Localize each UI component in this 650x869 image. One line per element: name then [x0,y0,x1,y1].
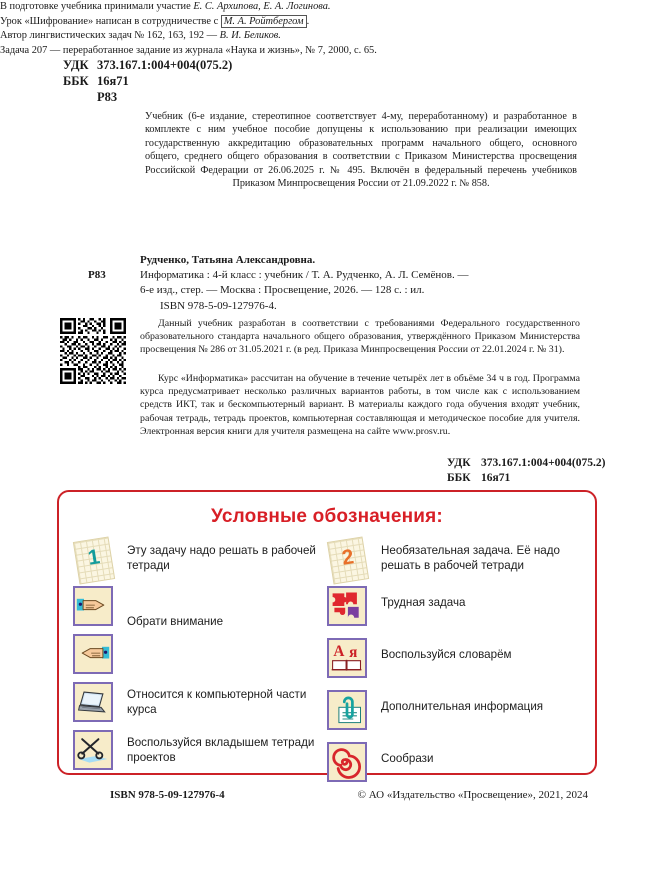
legend-item-workbook-required [73,538,327,580]
footer-isbn: ISBN 978-5-09-127976-4 [110,789,225,801]
credit-participants-names: Е. С. Архипова, Е. А. Логинова. [193,1,331,12]
credit-linguistics-name: В. И. Беликов. [219,30,281,42]
legend-left-column [73,538,327,790]
notebook-number-1: 1 [86,545,102,570]
legend-item-think [327,742,581,784]
bibliographic-record [88,253,583,314]
bbk-repeat-label: ББК [447,471,471,484]
credit-line-task207: Задача 207 — переработанное задание из журнала «Наука и жизнь», № 7, 2000, с. 65. [0,44,377,56]
attention-icon-stack [73,586,127,682]
bib-sign: Р83 [88,269,106,282]
qr-code[interactable] [60,318,126,384]
legend-label-computer-part: Относится к компьютерной части курса [127,688,307,717]
legend-label-attention: Обрати внимание [127,615,224,628]
spiral-icon [327,742,369,784]
approval-paragraph: Учебник (6-е издание, стереотипное соответствует 4-му, переработанному) и разработанное в комплекте с ним учебное пособие допущены к использованию при реализации имеющих государственную аккредитацию образовательных программ начального общего, основного общего, среднего общего образования в соответствии с Приказом Министерства просвещения Российской Федерации от 26.06.2025 г. № 495. Включён в федеральный перечень учебников Приказом Минпросвещения России от 21.09.2022 г. № 858. [145,111,577,190]
udk-label: УДК [63,58,89,72]
udk-repeat-label: УДК [447,457,471,469]
legend-item-computer-part [73,682,327,724]
credit-boxed-name: М. А. Ройтбергом [221,15,307,28]
legend-label-hard-task: Трудная задача [381,596,466,609]
udk-value: 373.167.1:004+004(075.2) [97,58,233,72]
legend-title: Условные обозначения: [211,506,443,527]
svg-text:я: я [349,644,358,662]
credit-participants-prefix: В подготовке учебника принимали участие [0,1,194,12]
dictionary-icon [327,638,369,680]
legend-label-project-insert: Воспользуйся вкладышем тетради проектов [127,736,315,765]
legend-item-hard-task [327,586,581,628]
pointing-hand-right-icon [73,586,115,628]
course-paragraph-text: Курс «Информатика» рассчитан на обучение в течение четырёх лет в объёме 34 ч в год. Программа курса предусматривает несколько различных вариантов работы, в том числе как с использованием средств ИКТ, так и бескомпьютерный вариант. В материалы каждого года обучения входят учебник, рабочая тетрадь, тетрадь проектов, компьютерная составляющая и методическое пособие для учителя. Электронная версия книги для учителя размещена на сайте www.prosv.ru. [140,373,580,437]
legend-label-workbook-required: Эту задачу надо решать в рабочей тетради [127,544,316,573]
standard-paragraph-text: Данный учебник разработан в соответствии с требованиями Федерального государственного образовательного стандарта начального общего образования, утверждённого Приказом Министерства просвещения № 286 от 31.05.2021 г. (в ред. Приказа Минпросвещения России от 22.01.2024 г. № 31). [140,318,580,356]
legend-item-attention [73,586,327,682]
bib-author: Рудченко, Татьяна Александровна. [140,254,316,266]
notebook-sheet-1-icon [73,538,115,580]
credit-encryption-suffix: . [306,15,310,27]
paperclip-note-icon [327,690,369,732]
legend-right-column [327,538,581,790]
pointing-hand-left-icon [73,634,115,676]
legend-label-extra-info: Дополнительная информация [381,700,544,713]
legend-label-think: Сообрази [381,752,434,765]
udk-repeat-row [447,456,605,471]
credit-line-linguistics [0,29,432,44]
bib-imprint: 6-е изд., стер. — Москва : Просвещение, 2026. — 128 с. : ил. [140,284,425,297]
course-paragraph [140,372,580,438]
legend-item-optional-task [327,538,581,580]
legend-item-dictionary [327,638,581,680]
udk-row [63,57,232,73]
svg-text:А: А [333,643,345,661]
notebook-number-2: 2 [340,545,356,570]
bib-title: Информатика : 4-й класс : учебник / Т. А. Рудченко, А. Л. Семёнов. — [140,269,469,282]
notebook-sheet-2-icon [327,538,369,580]
classification-repeat [447,456,605,485]
legend-item-project-insert [73,730,327,772]
scissors-icon [73,730,115,772]
credit-line-participants [0,0,432,15]
legend-label-optional-task: Необязательная задача. Её надо решать в рабочей тетради [381,544,560,573]
legend-columns [59,538,595,790]
bbk-repeat-value: 16я71 [481,471,511,484]
laptop-icon [73,682,115,724]
author-sign: Р83 [97,90,118,104]
legend-box [57,490,597,775]
bib-title-row [88,268,583,283]
legend-item-extra-info [327,690,581,732]
bbk-repeat-row [447,471,605,486]
udk-repeat-value: 373.167.1:004+004(075.2) [481,457,606,469]
credit-encryption-prefix: Урок «Шифрование» написан в сотрудничестве с [0,15,221,27]
bbk-row [63,73,232,89]
classification-block [63,57,232,105]
bib-isbn: ISBN 978-5-09-127976-4. [160,299,277,312]
credit-line-encryption [0,15,432,30]
credits-block [0,0,432,58]
footer-copyright: © АО «Издательство «Просвещение», 2021, 2024 [357,789,588,801]
legend-label-dictionary: Воспользуйся словарём [381,648,512,661]
puzzle-icon [327,586,369,628]
credit-linguistics-prefix: Автор лингвистических задач № 162, 163, 192 — [0,30,220,42]
standard-paragraph [140,317,580,357]
bbk-label: ББК [63,74,89,88]
bbk-value: 16я71 [97,74,129,88]
